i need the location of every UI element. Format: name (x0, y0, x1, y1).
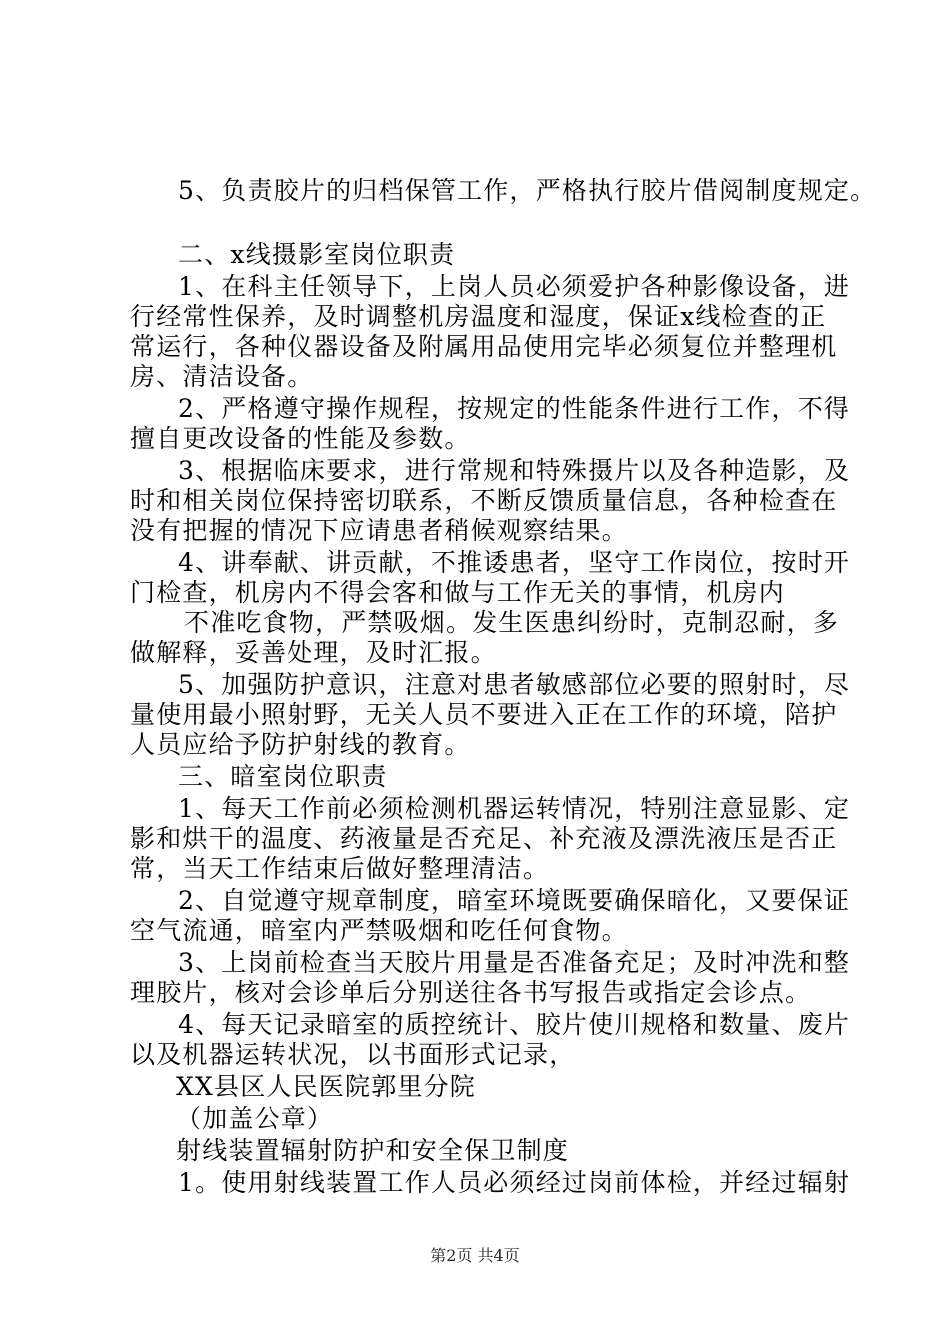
paragraph-line: 影和烘干的温度、药液量是否充足、补充液及漂洗液压是否正 (130, 824, 838, 853)
paragraph-line: 空气流通，暗室内严禁吸烟和吃任何食物。 (130, 916, 628, 945)
paragraph-line: 2、严格遵守操作规程，按规定的性能条件进行工作，不得 (178, 394, 851, 423)
paragraph-line: 行经常性保养，及时调整机房温度和湿度，保证x线检查的正 (130, 302, 827, 331)
paragraph-line: 4、讲奉献、讲贡献，不推诿患者，坚守工作岗位，按时开 (178, 548, 851, 577)
section-heading: 二、x线摄影室岗位职责 (178, 240, 456, 269)
paragraph-line: 房、清洁设备。 (130, 362, 314, 391)
paragraph-line: 4、每天记录暗室的质控统计、胶片使川规格和数量、废片 (178, 1010, 851, 1039)
paragraph-line: 常，当天工作结束后做好整理清洁。 (130, 854, 550, 883)
paragraph-line: 3、上岗前检查当天胶片用量是否准备充足；及时冲洗和整 (178, 948, 851, 977)
paragraph-line: 1、在科主任领导下，上岗人员必须爱护各种影像设备，进 (178, 272, 851, 301)
paragraph-line: 时和相关岗位保持密切联系，不断反馈质量信息，各种检查在 (130, 486, 838, 515)
paragraph-line: 理胶片，核对会诊单后分别送往各书写报告或指定会诊点。 (130, 978, 812, 1007)
paragraph-line: 不准吃食物，严禁吸烟。发生医患纠纷时，克制忍耐，多 (184, 608, 840, 637)
hospital-name: XX县区人民医院郭里分院 (176, 1072, 476, 1101)
paragraph-line: 常运行，各种仪器设备及附属用品使用完毕必须复位并整理机 (130, 332, 838, 361)
paragraph-line: 2、自觉遵守规章制度，暗室环境既要确保暗化，又要保证 (178, 886, 851, 915)
paragraph-line: 1、每天工作前必须检测机器运转情况，特别注意显影、定 (178, 794, 851, 823)
paragraph-line: 擅自更改设备的性能及参数。 (130, 424, 471, 453)
paragraph-line: 1。使用射线装置工作人员必须经过岗前体检，并经过辐射 (178, 1168, 851, 1197)
paragraph-line: 人员应给予防护射线的教育。 (130, 730, 471, 759)
page-number-footer: 第2页 共4页 (430, 1246, 520, 1265)
section-heading: 三、暗室岗位职责 (178, 762, 388, 791)
paragraph-line: 5、负责胶片的归档保管工作，严格执行胶片借阅制度规定。 (178, 176, 877, 205)
paragraph-line: 做解释，妥善处理，及时汇报。 (130, 638, 497, 667)
paragraph-line: 5、加强防护意识，注意对患者敏感部位必要的照射时，尽 (178, 670, 851, 699)
seal-note: （加盖公章） (176, 1104, 334, 1133)
paragraph-line: 3、根据临床要求，进行常规和特殊摄片以及各种造影，及 (178, 456, 851, 485)
paragraph-line: 量使用最小照射野，无关人员不要进入正在工作的环境，陪护 (130, 700, 838, 729)
paragraph-line: 门检查，机房内不得会客和做与工作无关的事情，机房内 (130, 578, 786, 607)
paragraph-line: 没有把握的情况下应请患者稍候观察结果。 (130, 516, 628, 545)
paragraph-line: 以及机器运转状况，以书面形式记录， (130, 1040, 576, 1069)
section-heading: 射线装置辐射防护和安全保卫制度 (176, 1136, 570, 1165)
